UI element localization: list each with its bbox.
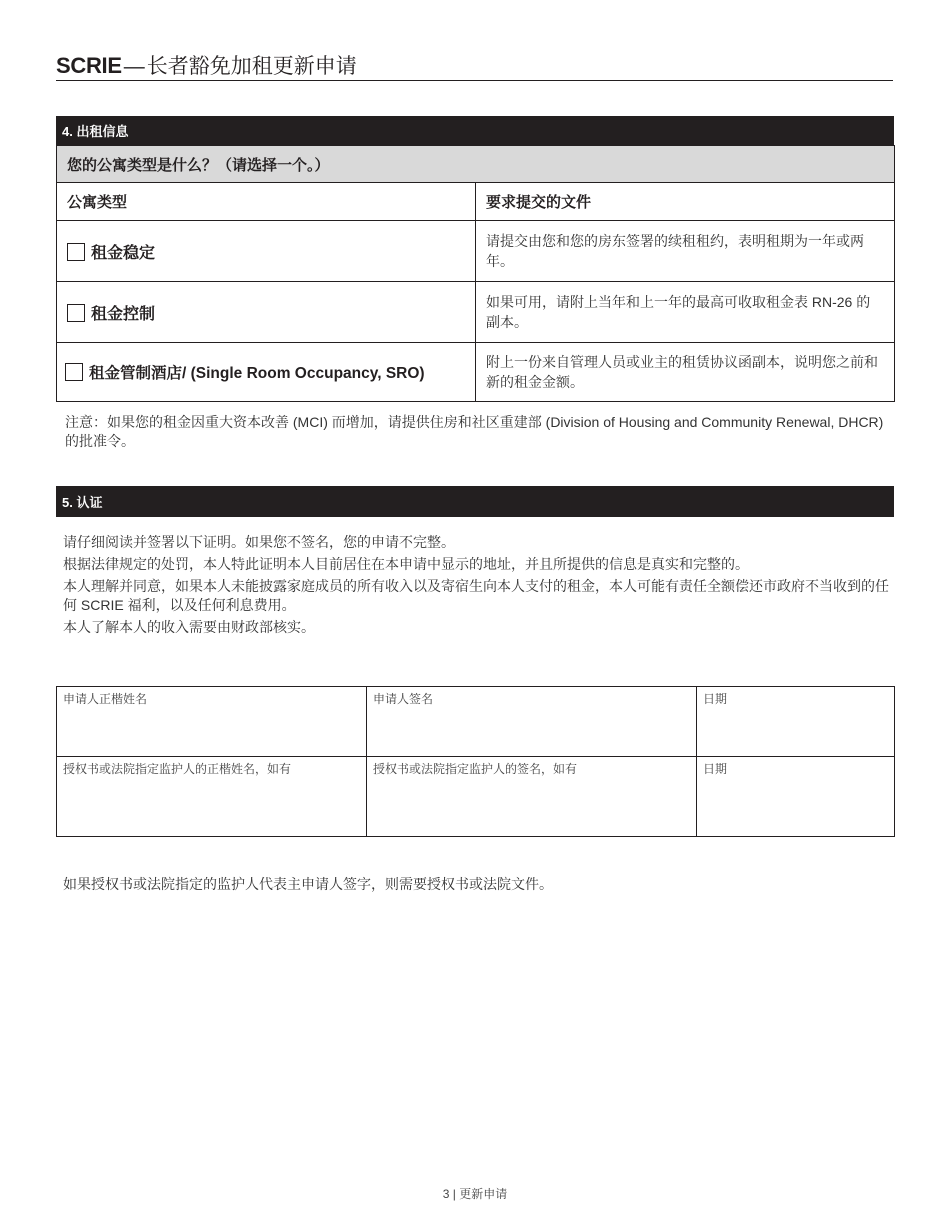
option-sro[interactable] xyxy=(57,343,476,402)
poa-date-field[interactable]: 日期 xyxy=(697,757,895,837)
doc-rent-stabilized: 请提交由您和您的房东签署的续租租约，表明租期为一年或两年。 xyxy=(476,221,895,282)
option-label: 租金管制酒店/ (Single Room Occupancy, SRO) xyxy=(89,365,425,382)
rental-info-table xyxy=(56,145,895,402)
checkbox-sro[interactable] xyxy=(65,363,83,381)
brand-name: SCRIE xyxy=(56,53,122,78)
option-label: 租金控制 xyxy=(91,305,156,323)
option-rent-stabilized[interactable] xyxy=(57,221,476,282)
applicant-name-field[interactable]: 申请人正楷姓名 xyxy=(57,687,367,757)
page-header xyxy=(56,50,893,81)
col-header-apartment-type: 公寓类型 xyxy=(57,183,476,221)
poa-name-field[interactable]: 授权书或法院指定监护人的正楷姓名，如有 xyxy=(57,757,367,837)
option-rent-controlled[interactable] xyxy=(57,282,476,343)
checkbox-rent-stabilized[interactable] xyxy=(67,243,85,261)
doc-sro: 附上一份来自管理人员或业主的租赁协议函副本，说明您之前和新的租金金额。 xyxy=(476,343,895,402)
doc-rent-controlled: 如果可用，请附上当年和上一年的最高可收取租金表 RN-26 的副本。 xyxy=(476,282,895,343)
certification-text xyxy=(63,533,895,640)
option-label: 租金稳定 xyxy=(91,244,156,262)
section-4-title: 4. 出租信息 xyxy=(56,116,894,145)
apartment-type-question: 您的公寓类型是什么？（请选择一个。） xyxy=(57,146,895,183)
header-dash: — xyxy=(123,55,145,78)
col-header-required-docs: 要求提交的文件 xyxy=(476,183,895,221)
poa-note: 如果授权书或法院指定的监护人代表主申请人签字，则需要授权书或法院文件。 xyxy=(63,876,553,892)
section-5-title: 5. 认证 xyxy=(56,486,894,517)
mci-note: 注意：如果您的租金因重大资本改善 (MCI) 而增加，请提供住房和社区重建部 (Division of Housing and Community Renewal, DHCR) 的批准令。 xyxy=(65,414,884,449)
cert-paragraph: 请仔细阅读并签署以下证明。如果您不签名，您的申请不完整。 xyxy=(63,534,455,550)
cert-paragraph: 本人理解并同意，如果本人未能披露家庭成员的所有收入以及寄宿生向本人支付的租金，本人可能有责任全额偿还市政府不当收到的任何 SCRIE 福利，以及任何利息费用。 xyxy=(63,578,889,613)
checkbox-rent-controlled[interactable] xyxy=(67,304,85,322)
poa-signature-field[interactable]: 授权书或法院指定监护人的签名，如有 xyxy=(367,757,697,837)
signature-table xyxy=(56,686,895,837)
applicant-date-field[interactable]: 日期 xyxy=(697,687,895,757)
cert-paragraph: 本人了解本人的收入需要由财政部核实。 xyxy=(63,619,315,635)
cert-paragraph: 根据法律规定的处罚，本人特此证明本人目前居住在本申请中显示的地址，并且所提供的信息是真实和完整的。 xyxy=(63,556,749,572)
applicant-signature-field[interactable]: 申请人签名 xyxy=(367,687,697,757)
page-title: 长者豁免加租更新申请 xyxy=(146,55,357,78)
page-footer: 3 | 更新申请 xyxy=(442,1187,508,1201)
